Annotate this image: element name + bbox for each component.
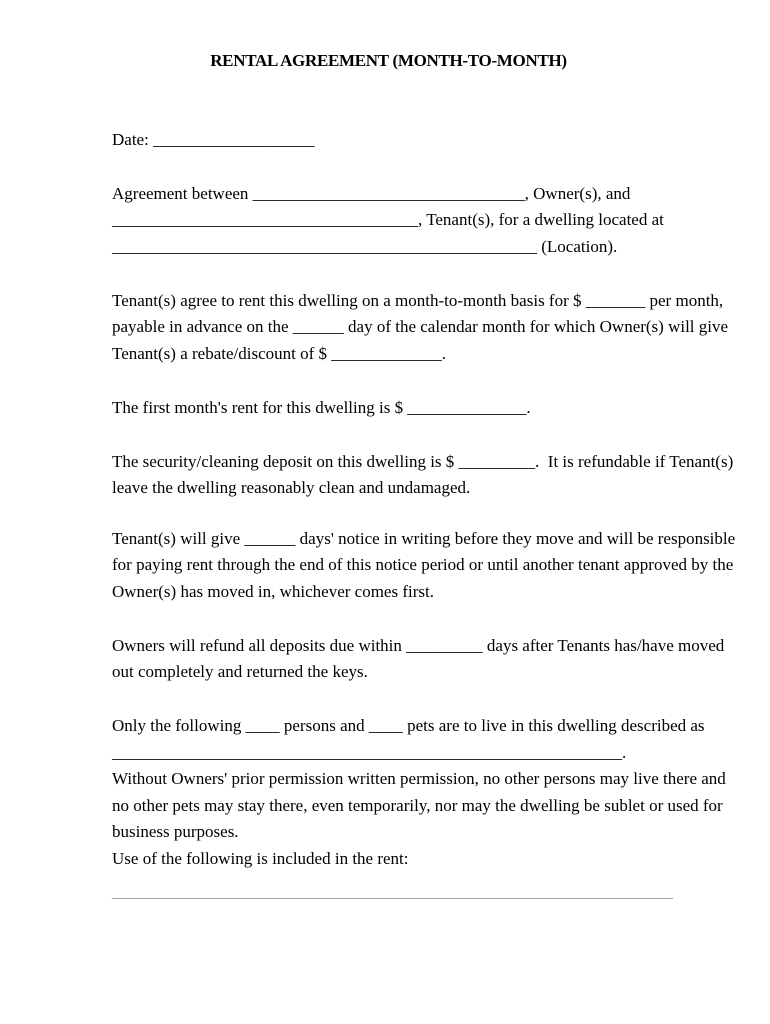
text-line: The security/cleaning deposit on this dwelling is $ _________. It is refundable if Tenant(s) <box>112 451 734 471</box>
text-line: Agreement between ________________________________, Owner(s), and <box>112 183 631 203</box>
rent-terms-paragraph <box>112 288 729 368</box>
permissions-paragraph <box>112 766 726 872</box>
text-line: leave the dwelling reasonably clean and undamaged. <box>112 478 471 497</box>
text-line: payable in advance on the ______ day of the calendar month for which Owner(s) will give <box>112 317 729 336</box>
text-line: The first month's rent for this dwelling is $ ______________. <box>112 397 531 417</box>
text-line: no other pets may stay there, even temporarily, nor may the dwelling be sublet or used for <box>112 795 723 815</box>
text-line: Tenant(s) will give ______ days' notice in writing before they move and will be responsible <box>112 528 736 548</box>
text-line: Tenant(s) a rebate/discount of $ _____________. <box>112 343 447 363</box>
security-deposit-paragraph <box>112 449 734 502</box>
text-line: Owner(s) has moved in, whichever comes first. <box>112 581 434 601</box>
text-line: out completely and returned the keys. <box>112 662 368 681</box>
text-line: business purposes. <box>112 822 239 841</box>
text-line: Without Owners' prior permission written permission, no other persons may live there and <box>112 769 726 788</box>
text-line: Only the following ____ persons and ____ pets are to live in this dwelling described as <box>112 716 705 735</box>
date-line: Date: ___________________ <box>112 129 315 149</box>
text-line: ____________________________________, Tenant(s), for a dwelling located at <box>112 210 664 229</box>
move-out-notice-paragraph <box>112 526 736 606</box>
dwelling-description-blank-line: ____________________________________________________________. <box>112 742 627 762</box>
rent-inclusions-field-line[interactable]: __________________________________________________________________ <box>112 882 673 901</box>
deposit-refund-paragraph <box>112 633 725 686</box>
parties-paragraph <box>112 181 668 261</box>
document-title: RENTAL AGREEMENT (MONTH-TO-MONTH) <box>210 51 567 70</box>
text-line: Tenant(s) agree to rent this dwelling on a month-to-month basis for $ _______ per month, <box>112 290 724 310</box>
text-line: Owners will refund all deposits due within _________ days after Tenants has/have moved <box>112 635 725 655</box>
first-month-rent-paragraph <box>112 395 668 422</box>
text-line: for paying rent through the end of this notice period or until another tenant approved by the <box>112 555 734 574</box>
rent-inclusions-label-line: Use of the following is included in the rent: <box>112 848 409 868</box>
document-content <box>112 48 736 906</box>
occupants-paragraph <box>112 713 705 766</box>
text-line: __________________________________________________ (Location). <box>112 236 618 256</box>
